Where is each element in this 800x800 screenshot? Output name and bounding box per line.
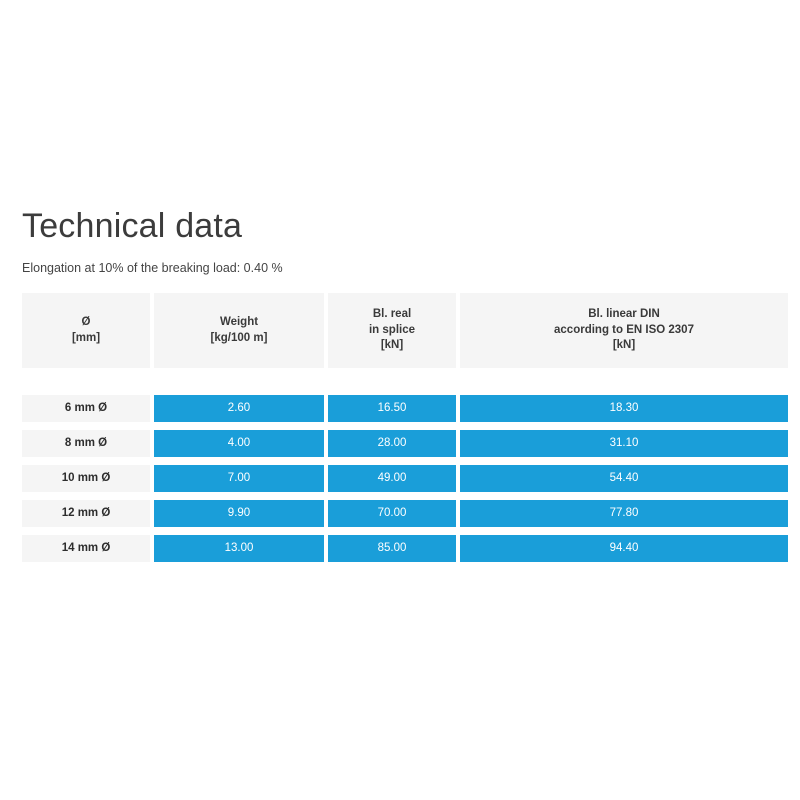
cell-weight: 2.60 — [154, 395, 324, 422]
table-body — [22, 368, 788, 562]
table-gap — [22, 368, 788, 395]
table-row — [22, 465, 788, 492]
cell-diameter: 10 mm Ø — [22, 465, 150, 492]
cell-bl-real: 85.00 — [328, 535, 456, 562]
cell-weight: 4.00 — [154, 430, 324, 457]
row-spacer — [22, 457, 788, 465]
cell-diameter: 8 mm Ø — [22, 430, 150, 457]
cell-bl-real: 70.00 — [328, 500, 456, 527]
cell-bl-real: 49.00 — [328, 465, 456, 492]
cell-diameter: 14 mm Ø — [22, 535, 150, 562]
column-header-weight-line2: [kg/100 m] — [210, 331, 268, 344]
cell-bl-linear: 18.30 — [460, 395, 788, 422]
cell-weight: 7.00 — [154, 465, 324, 492]
table-header — [22, 293, 788, 368]
column-header-bl-real — [328, 293, 456, 368]
column-header-weight-line1: Weight — [219, 316, 259, 329]
row-spacer — [22, 492, 788, 500]
technical-data-table — [18, 293, 792, 562]
column-header-diameter-line1: Ø — [81, 316, 91, 329]
cell-weight: 13.00 — [154, 535, 324, 562]
table-header-row — [22, 293, 788, 368]
column-header-bl-real-line1: Bl. real — [372, 308, 412, 321]
column-header-bl-linear-line3: [kN] — [612, 339, 636, 352]
cell-bl-linear: 31.10 — [460, 430, 788, 457]
cell-bl-linear: 94.40 — [460, 535, 788, 562]
cell-bl-linear: 77.80 — [460, 500, 788, 527]
elongation-note: Elongation at 10% of the breaking load: 0.40 % — [22, 261, 283, 276]
cell-diameter: 6 mm Ø — [22, 395, 150, 422]
column-header-diameter — [22, 293, 150, 368]
cell-bl-real: 16.50 — [328, 395, 456, 422]
column-header-bl-real-line2: in splice — [368, 323, 416, 336]
cell-diameter: 12 mm Ø — [22, 500, 150, 527]
row-spacer — [22, 422, 788, 430]
technical-data-section — [22, 208, 784, 562]
page-title: Technical data — [22, 207, 243, 245]
column-header-bl-linear — [460, 293, 788, 368]
table-row — [22, 500, 788, 527]
table-row — [22, 395, 788, 422]
table-row — [22, 535, 788, 562]
cell-bl-linear: 54.40 — [460, 465, 788, 492]
cell-bl-real: 28.00 — [328, 430, 456, 457]
column-header-bl-real-line3: [kN] — [380, 339, 404, 352]
table-row — [22, 430, 788, 457]
column-header-weight — [154, 293, 324, 368]
row-spacer — [22, 527, 788, 535]
column-header-bl-linear-line1: Bl. linear DIN — [588, 308, 660, 321]
column-header-diameter-line2: [mm] — [71, 331, 101, 344]
column-header-bl-linear-line2: according to EN ISO 2307 — [554, 323, 694, 336]
cell-weight: 9.90 — [154, 500, 324, 527]
